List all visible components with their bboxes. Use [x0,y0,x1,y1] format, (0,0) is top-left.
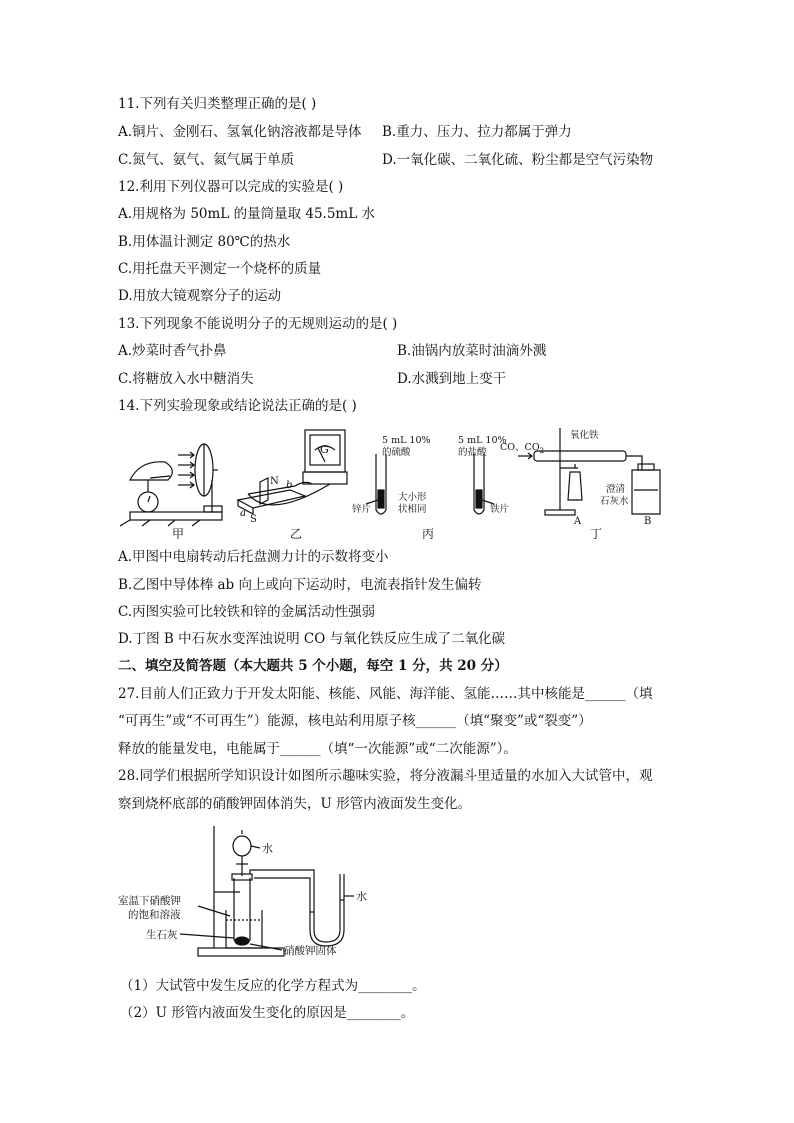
label-saturated-1: 室温下硝酸钾 [118,895,181,907]
label-gas: CO、$CO_2$ [500,442,545,455]
label-lime1: 澄清 [606,484,626,495]
q28-line1: 28.同学们根据所学知识设计如图所示趣味实验，将分液漏斗里适量的水加入大试管中，观 [118,768,653,784]
q14-figure [120,420,680,542]
q13-option-a: A.炒菜时香气扑鼻 [118,343,227,359]
figure-yi [238,430,347,514]
figure-bing [366,454,494,514]
label-yi: 乙 [290,527,303,541]
label-app-a: A [574,516,582,527]
label-quicklime: 生石灰 [146,929,178,941]
q14-option-c: C.丙图实验可比较铁和锌的金属活动性强弱 [118,604,376,620]
q12-option-d: D.用放大镜观察分子的运动 [118,288,282,304]
q11-option-a: A.铜片、金刚石、氢氧化钠溶液都是导体 [118,124,362,140]
q14-option-b: B.乙图中导体棒 ab 向上或向下运动时，电流表指针发生偏转 [118,577,482,593]
q11-stem: 11.下列有关归类整理正确的是( ) [118,96,317,112]
label-b: b [286,480,293,491]
q13-option-c: C.将糖放入水中糖消失 [118,371,254,387]
label-water-funnel: 水 [262,842,273,855]
section-2-heading: 二、填空及简答题（本大题共 5 个小题，每空 1 分，共 20 分） [118,658,508,674]
q14-stem: 14.下列实验现象或结论说法正确的是( ) [118,398,357,414]
label-bing: 丙 [422,527,435,541]
q11-option-d: D.一氧化碳、二氧化硫、粉尘都是空气污染物 [382,152,654,168]
figure-jia [120,444,222,526]
label-kno3-solid: 硝酸钾固体 [284,945,337,957]
q13-stem: 13.下列现象不能说明分子的无规则运动的是( ) [118,316,398,332]
label-fe2o3: 氧化铁 [570,430,599,441]
q14-option-a: A.甲图中电扇转动后托盘测力计的示数将变小 [118,549,389,565]
q11-option-c: C.氮气、氨气、氦气属于单质 [118,152,295,168]
label-iron: 铁片 [490,504,510,515]
label-s: S [250,514,257,525]
q12-stem: 12.利用下列仪器可以完成的实验是( ) [118,179,344,195]
q14-option-d: D.丁图 B 中石灰水变浑浊说明 CO 与氧化铁反应生成了二氧化碳 [118,631,506,647]
label-acid2: 5 mL 10% [458,435,507,446]
label-lime2: 石灰水 [600,496,629,507]
q12-option-a: A.用规格为 50mL 的量筒量取 45.5mL 水 [118,206,375,222]
label-saturated-2: 的饱和溶液 [128,909,181,921]
q12-option-c: C.用托盘天平测定一个烧杯的质量 [118,261,322,277]
label-n: N [270,476,279,487]
label-same2: 状相同 [398,504,427,515]
q28-sub1: （1）大试管中发生反应的化学方程式为________。 [120,978,426,994]
label-acid1: 5 mL 10% [382,435,431,446]
label-ding: 丁 [590,527,603,541]
q27-line2: “可再生”或“不可再生”）能源，核电站利用原子核______（填“聚变”或“裂变”） [118,713,592,729]
label-same1: 大小形 [398,492,427,503]
q28-line2: 察到烧杯底部的硝酸钾固体消失，U 形管内液面发生变化。 [118,796,472,812]
label-acid1b: 的硫酸 [382,447,411,458]
q27-line1: 27.目前人们正致力于开发太阳能、核能、风能、海洋能、氢能……其中核能是______（填 [118,686,653,702]
label-water-utube: 水 [356,890,367,903]
q28-sub2: （2）U 形管内液面发生变化的原因是________。 [120,1005,415,1021]
q27-line3: 释放的能量发电，电能属于______（填“一次能源”或“二次能源”）。 [118,741,517,757]
label-a: a [240,508,246,519]
label-zinc: 锌片 [352,504,372,515]
q28-figure [118,820,378,970]
label-acid2b: 的盐酸 [458,447,487,458]
q11-option-b: B.重力、压力、拉力都属于弹力 [382,124,572,140]
q13-option-d: D.水溅到地上变干 [397,371,507,387]
label-app-b: B [644,516,652,527]
q13-option-b: B.油锅内放菜时油滴外溅 [397,343,547,359]
label-g: G [320,443,329,456]
q12-option-b: B.用体温计测定 80℃的热水 [118,234,291,250]
label-jia: 甲 [172,527,185,541]
